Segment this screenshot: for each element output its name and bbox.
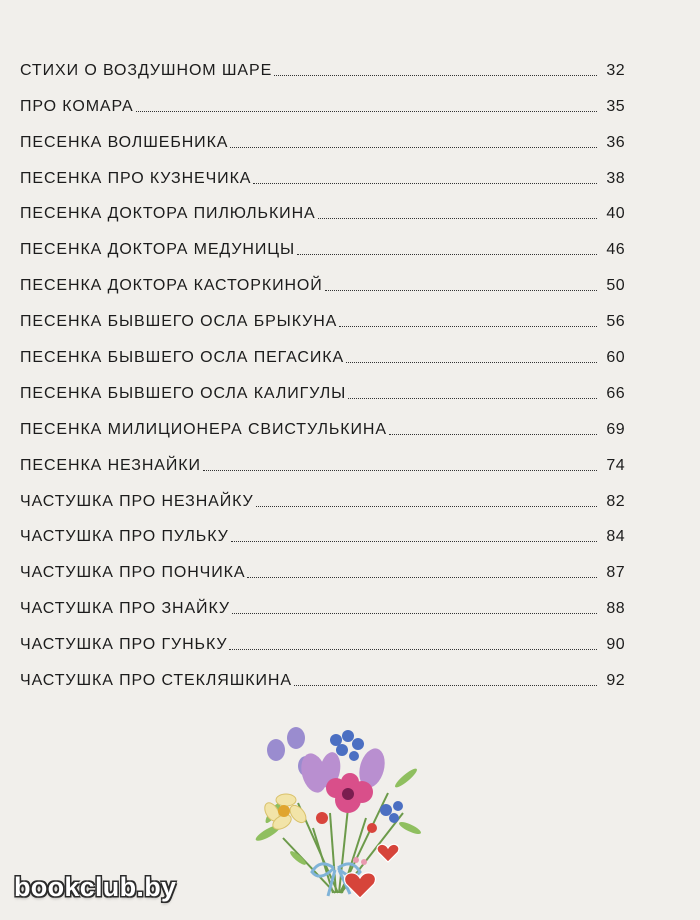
toc-entry <box>20 439 625 475</box>
toc-entry-page-number: 74 <box>606 456 625 474</box>
toc-dot-leader <box>346 362 597 363</box>
toc-entry-title: ЧАСТУШКА ПРО ГУНЬКУ <box>20 636 228 654</box>
watermark-text: bookclub.by <box>14 872 177 902</box>
toc-entry-page-number: 35 <box>606 97 625 115</box>
toc-entry <box>20 582 625 618</box>
toc-entry <box>20 295 625 331</box>
toc-entry-title: ПЕСЕНКА МИЛИЦИОНЕРА СВИСТУЛЬКИНА <box>20 420 387 438</box>
toc-dot-leader <box>256 506 597 507</box>
toc-entry <box>20 152 625 188</box>
toc-entry <box>20 223 625 259</box>
toc-entry <box>20 259 625 295</box>
toc-dot-leader <box>231 541 597 542</box>
toc-entry-page-number: 50 <box>606 277 625 295</box>
toc-entry-title: ПЕСЕНКА НЕЗНАЙКИ <box>20 456 201 474</box>
toc-entry-page-number: 60 <box>606 349 625 367</box>
toc-entry-page-number: 87 <box>606 564 625 582</box>
flower-bouquet-illustration <box>238 718 438 903</box>
toc-entry-title: ПРО КОМАРА <box>20 97 134 115</box>
toc-dot-leader <box>229 649 597 650</box>
toc-entry-title: ПЕСЕНКА ДОКТОРА ПИЛЮЛЬКИНА <box>20 205 316 223</box>
toc-entry-page-number: 88 <box>606 600 625 618</box>
toc-entry <box>20 511 625 547</box>
toc-entry <box>20 44 625 80</box>
toc-entry <box>20 80 625 116</box>
toc-dot-leader <box>247 577 597 578</box>
toc-entry-title: ЧАСТУШКА ПРО ЗНАЙКУ <box>20 600 230 618</box>
toc-entry <box>20 367 625 403</box>
toc-entry-title: ЧАСТУШКА ПРО СТЕКЛЯШКИНА <box>20 672 292 690</box>
toc-entry <box>20 331 625 367</box>
toc-dot-leader <box>274 75 597 76</box>
toc-entry <box>20 475 625 511</box>
toc-dot-leader <box>294 685 597 686</box>
toc-entry-page-number: 40 <box>606 205 625 223</box>
toc-entry-page-number: 36 <box>606 133 625 151</box>
toc-entry <box>20 116 625 152</box>
toc-entry-page-number: 56 <box>606 313 625 331</box>
toc-entry-title: ПЕСЕНКА ДОКТОРА КАСТОРКИНОЙ <box>20 277 323 295</box>
toc-entry-title: ПЕСЕНКА ВОЛШЕБНИКА <box>20 133 229 151</box>
toc-dot-leader <box>348 398 597 399</box>
toc-dot-leader <box>325 290 597 291</box>
toc-dot-leader <box>318 218 597 219</box>
toc-entry <box>20 188 625 224</box>
toc-entry-title: ЧАСТУШКА ПРО НЕЗНАЙКУ <box>20 492 254 510</box>
toc-dot-leader <box>203 470 597 471</box>
toc-entry-page-number: 66 <box>606 384 625 402</box>
toc-dot-leader <box>389 434 597 435</box>
toc-dot-leader <box>230 147 597 148</box>
toc-entry-page-number: 84 <box>606 528 625 546</box>
toc-dot-leader <box>297 254 597 255</box>
toc-entry-title: ПЕСЕНКА БЫВШЕГО ОСЛА ПЕГАСИКА <box>20 349 345 367</box>
toc-entry-page-number: 92 <box>606 672 625 690</box>
toc-entry <box>20 403 625 439</box>
toc-entry-title: ЧАСТУШКА ПРО ПУЛЬКУ <box>20 528 229 546</box>
toc-entry-title: ПЕСЕНКА ДОКТОРА МЕДУНИЦЫ <box>20 241 296 259</box>
table-of-contents <box>20 44 625 690</box>
toc-entry-title: ПЕСЕНКА БЫВШЕГО ОСЛА БРЫКУНА <box>20 313 338 331</box>
toc-entry-page-number: 69 <box>606 420 625 438</box>
toc-entry-title: ПЕСЕНКА БЫВШЕГО ОСЛА КАЛИГУЛЫ <box>20 384 347 402</box>
toc-dot-leader <box>339 326 597 327</box>
toc-entry-page-number: 46 <box>606 241 625 259</box>
toc-entry-title: ПЕСЕНКА ПРО КУЗНЕЧИКА <box>20 169 252 187</box>
toc-entry-page-number: 32 <box>606 61 625 79</box>
toc-dot-leader <box>253 183 597 184</box>
toc-entry <box>20 618 625 654</box>
toc-entry-title: СТИХИ О ВОЗДУШНОМ ШАРЕ <box>20 61 273 79</box>
toc-entry <box>20 654 625 690</box>
toc-entry-page-number: 38 <box>606 169 625 187</box>
toc-entry-page-number: 90 <box>606 636 625 654</box>
toc-entry-page-number: 82 <box>606 492 625 510</box>
toc-entry-title: ЧАСТУШКА ПРО ПОНЧИКА <box>20 564 246 582</box>
toc-dot-leader <box>232 613 597 614</box>
toc-dot-leader <box>136 111 597 112</box>
toc-entry <box>20 546 625 582</box>
